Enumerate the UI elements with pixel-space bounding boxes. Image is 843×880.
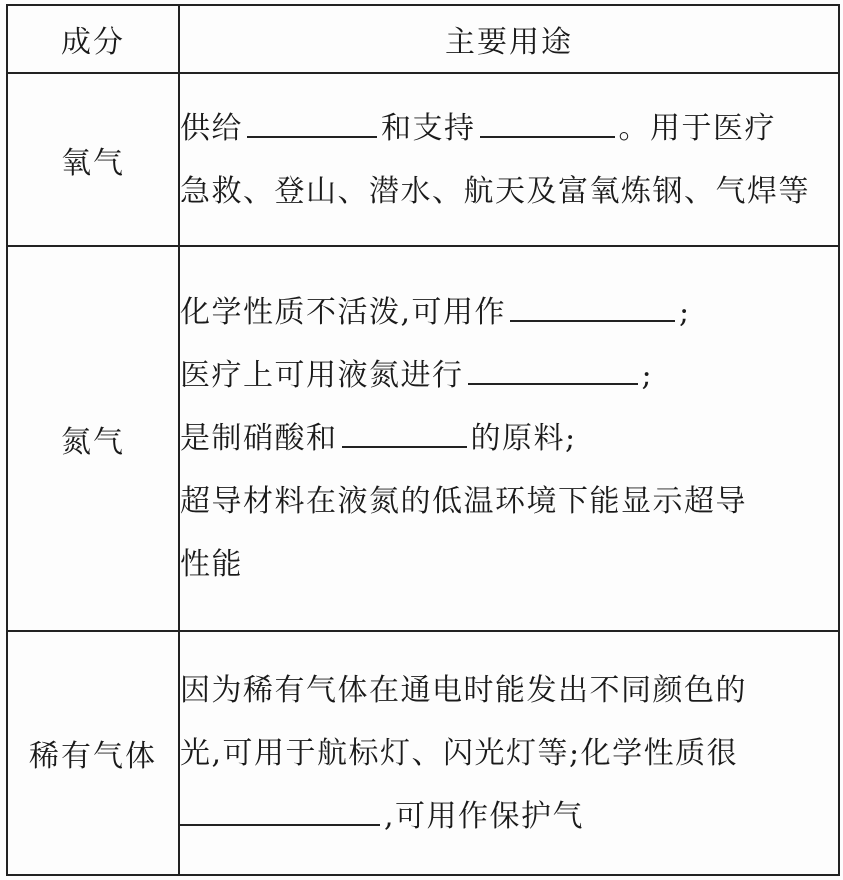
nitrogen-text-3a: 是制硝酸和 xyxy=(180,421,338,456)
rare-line-2: 光,可用于航标灯、闪光灯等;化学性质很 xyxy=(180,735,739,771)
oxygen-text-1b: 和支持 xyxy=(381,110,476,146)
nitrogen-blank-1[interactable] xyxy=(510,282,675,322)
nitrogen-line-2 xyxy=(180,344,838,407)
nitrogen-text-2b: ; xyxy=(641,358,654,393)
nitrogen-line-1 xyxy=(180,281,838,344)
oxygen-blank-2[interactable] xyxy=(480,98,615,138)
header-component: 成分 xyxy=(7,5,179,73)
nitrogen-text-1b: ; xyxy=(679,295,691,330)
component-name-oxygen: 氧气 xyxy=(7,73,179,246)
uses-rare-gases xyxy=(179,631,839,875)
nitrogen-text-2a: 医疗上可用液氮进行 xyxy=(180,358,464,393)
nitrogen-text-3b: 的原料; xyxy=(470,421,577,456)
nitrogen-line-4: 超导材料在液氮的低温环境下能显示超导 xyxy=(180,484,747,519)
oxygen-blank-1[interactable] xyxy=(247,98,377,138)
oxygen-line-1 xyxy=(180,97,838,160)
rare-text-3a: ,可用作保护气 xyxy=(384,798,585,834)
rare-line-1: 因为稀有气体在通电时能发出不同颜色的 xyxy=(180,672,747,708)
nitrogen-text-1a: 化学性质不活泼,可用作 xyxy=(180,295,507,330)
rare-blank-1[interactable] xyxy=(180,786,380,826)
oxygen-line-2: 急救、登山、潜水、航天及富氧炼钢、气焊等 xyxy=(180,173,810,209)
nitrogen-blank-3[interactable] xyxy=(342,408,467,448)
uses-oxygen xyxy=(179,73,839,246)
oxygen-text-1a: 供给 xyxy=(180,110,243,146)
table-row-nitrogen xyxy=(7,246,839,631)
uses-nitrogen xyxy=(179,246,839,631)
rare-line-3 xyxy=(180,785,838,848)
nitrogen-blank-2[interactable] xyxy=(468,345,638,385)
table-row-oxygen xyxy=(7,73,839,246)
air-components-table xyxy=(6,4,840,876)
nitrogen-line-5: 性能 xyxy=(180,547,243,582)
nitrogen-line-3 xyxy=(180,407,838,470)
table-row-rare-gases xyxy=(7,631,839,875)
component-name-rare-gases: 稀有气体 xyxy=(7,631,179,875)
table-header-row xyxy=(7,5,839,73)
component-name-nitrogen: 氮气 xyxy=(7,246,179,631)
oxygen-text-1c: 。用于医疗 xyxy=(618,110,776,146)
header-uses: 主要用途 xyxy=(179,5,839,73)
